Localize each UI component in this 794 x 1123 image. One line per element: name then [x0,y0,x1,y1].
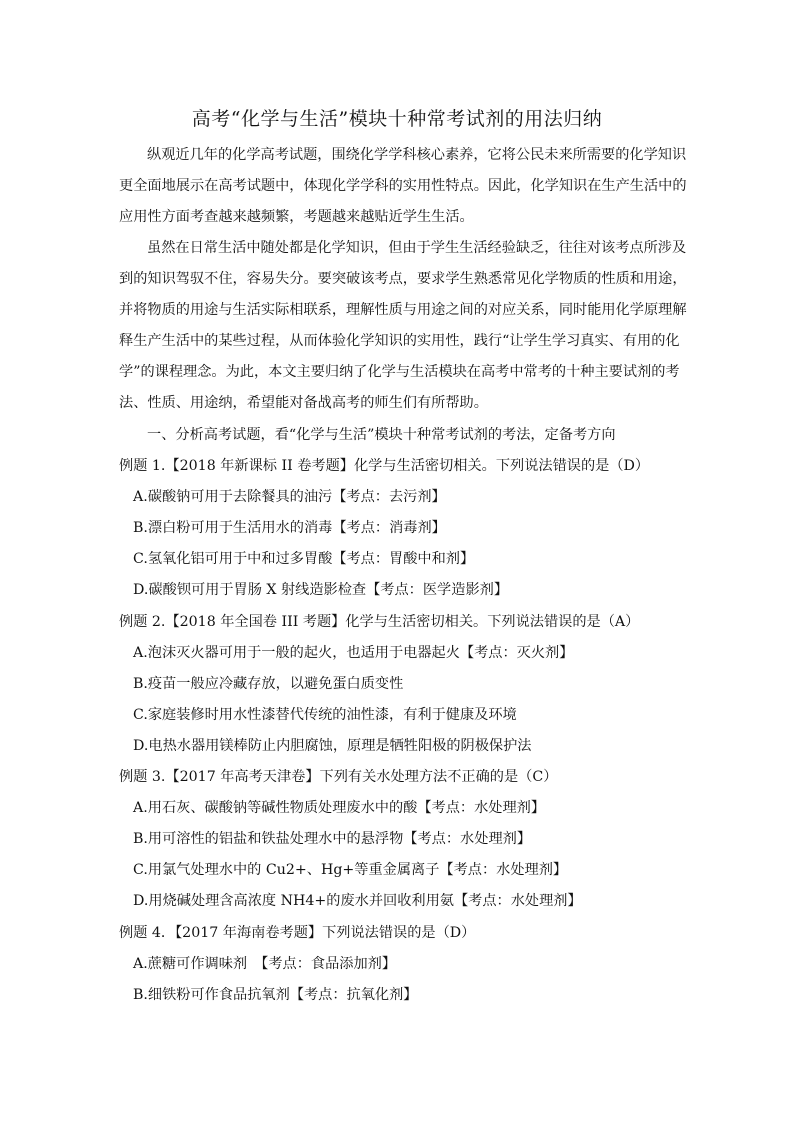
example-question: 例题 4．【2017 年海南卷考题】下列说法错误的是（D） [119,925,476,941]
example-option: D.电热水器用镁棒防止内胆腐蚀，原理是牺牲阳极的阴极保护法 [133,738,532,754]
example-option: A.泡沫灭火器可用于一般的起火，也适用于电器起火【考点：灭火剂】 [133,645,574,661]
intro-line: 法、性质、用途纳，希望能对备战高考的师生们有所帮助。 [119,395,488,411]
intro-line: 虽然在日常生活中随处都是化学知识，但由于学生生活经验缺乏，往往对该考点所涉及 [147,240,687,256]
example-option: A.蔗糖可作调味剂 【考点：食品添加剂】 [133,956,397,972]
example-option: A.用石灰、碳酸钠等碱性物质处理废水中的酸【考点：水处理剂】 [133,800,546,816]
intro-line: 到的知识驾驭不住，容易失分。要突破该考点，要求学生熟悉常见化学物质的性质和用途， [119,271,687,287]
example-question: 例题 2.【2018 年全国卷 III 考题】化学与生活密切相关。下列说法错误的是（A） [119,614,640,630]
example-option: C.用氯气处理水中的 Cu2+、Hg+等重金属离子【考点：水处理剂】 [133,862,568,878]
example-option: D.用烧碱处理含高浓度 NH4+的废水并回收利用氨【考点：水处理剂】 [133,893,582,909]
intro-line: 应用性方面考查越来越频繁，考题越来越贴近学生生活。 [119,209,474,225]
section-heading: 一、分析高考试题，看“化学与生活”模块十种常考试剂的考法，定备考方向 [147,427,616,443]
example-question: 例题 3.【2017 年高考天津卷】下列有关水处理方法不正确的是（C） [119,769,558,785]
example-option: B.漂白粉可用于生活用水的消毒【考点：消毒剂】 [133,520,446,536]
intro-line: 并将物质的用途与生活实际相联系，理解性质与用途之间的对应关系，同时能用化学原理解 [119,302,687,318]
intro-line: 学”的课程理念。为此，本文主要归纳了化学与生活模块在高考中常考的十种主要试剂的考 [119,364,680,380]
example-option: B.用可溶性的铝盐和铁盐处理水中的悬浮物【考点：水处理剂】 [133,831,532,847]
example-question: 例题 1.【2018 年新课标 II 卷考题】化学与生活密切相关。下列说法错误的是（D） [119,458,650,474]
document-title: 高考“化学与生活”模块十种常考试剂的用法归纳 [191,108,603,130]
intro-line: 纵观近几年的化学高考试题，围绕化学学科核心素养，它将公民未来所需要的化学知识 [147,147,687,163]
example-option: C.氢氧化铝可用于中和过多胃酸【考点：胃酸中和剂】 [133,551,475,567]
example-option: D.碳酸钡可用于胃肠 X 射线造影检查【考点：医学造影剂】 [133,582,509,598]
example-option: C.家庭装修时用水性漆替代传统的油性漆，有利于健康及环境 [133,707,517,723]
example-option: B.疫苗一般应冷藏存放，以避免蛋白质变性 [133,676,404,692]
intro-line: 更全面地展示在高考试题中，体现化学学科的实用性特点。因此，化学知识在生产生活中的 [119,178,687,194]
example-option: B.细铁粉可作食品抗氧剂【考点：抗氧化剂】 [133,987,418,1003]
intro-line: 释生产生活中的某些过程，从而体验化学知识的实用性，践行“让学生学习真实、有用的化 [119,333,680,349]
example-option: A.碳酸钠可用于去除餐具的油污【考点：去污剂】 [133,489,446,505]
